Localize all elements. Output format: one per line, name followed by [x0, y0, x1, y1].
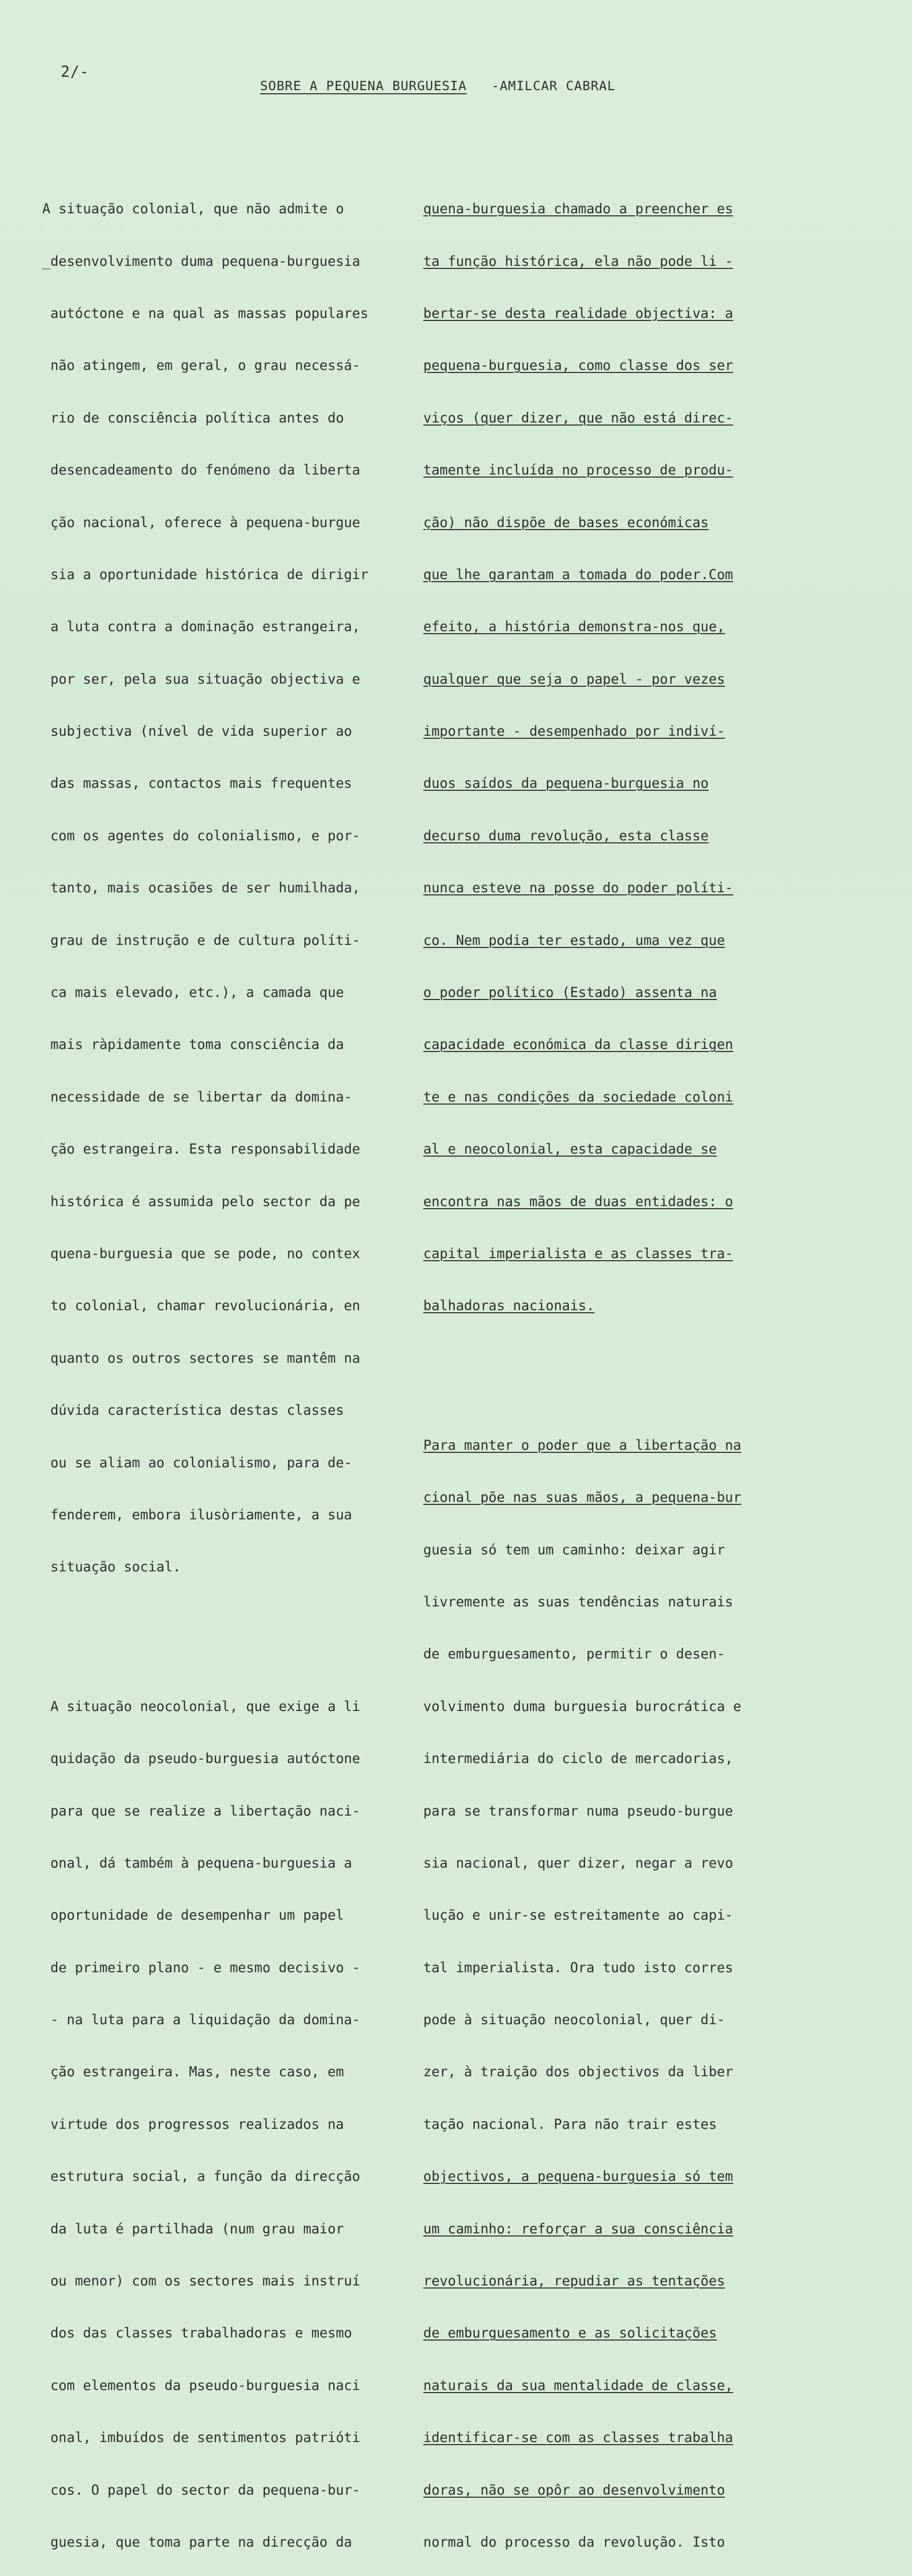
- text-line: onal, dá também à pequena-burguesia a: [42, 1855, 352, 1871]
- text-line: dúvida característica destas classes: [42, 1403, 344, 1419]
- text-line: qualquer que seja o papel - por vezes: [423, 671, 725, 687]
- text-line: grau de instrução e de cultura políti-: [42, 933, 360, 948]
- text-line: das massas, contactos mais frequentes: [42, 776, 352, 792]
- text-line: A situação colonial, que não admite o: [42, 201, 344, 217]
- text-line: ta função histórica, ela não pode li -: [423, 253, 733, 269]
- text-line: ção estrangeira. Esta responsabilidade: [42, 1142, 360, 1158]
- text-line: capital imperialista e as classes tra-: [423, 1246, 733, 1262]
- text-line: capacidade económica da classe dirigen: [423, 1037, 733, 1053]
- text-line: doras, não se opôr ao desenvolvimento: [423, 2482, 725, 2498]
- text-line: necessidade de se libertar da domina-: [42, 1089, 352, 1105]
- text-line: a luta contra a dominação estrangeira,: [42, 619, 360, 635]
- text-line: fenderem, embora ilusòriamente, a sua: [42, 1507, 352, 1523]
- text-line: tação nacional. Para não trair estes: [423, 2116, 717, 2132]
- text-line: al e neocolonial, esta capacidade se: [423, 1142, 717, 1158]
- text-line: objectivos, a pequena-burguesia só tem: [423, 2169, 733, 2185]
- text-line: pode à situação neocolonial, quer di-: [423, 2012, 725, 2028]
- text-line: ção nacional, oferece à pequena-burgue: [42, 515, 360, 531]
- text-line: de emburguesamento, permitir o desen-: [423, 1647, 725, 1663]
- text-line: quena-burguesia que se pode, no contex: [42, 1246, 360, 1262]
- text-line: encontra nas mãos de duas entidades: o: [423, 1194, 733, 1210]
- text-line: desencadeamento do fenómeno da liberta: [42, 463, 360, 479]
- text-line: to colonial, chamar revolucionária, en: [42, 1298, 360, 1314]
- text-line: guesia, que toma parte na direcção da: [42, 2534, 352, 2550]
- text-line: para que se realize a libertação naci-: [42, 1803, 360, 1819]
- text-line: subjectiva (nível de vida superior ao: [42, 724, 352, 740]
- paragraph: [42, 1664, 403, 2576]
- text-line: ção estrangeira. Mas, neste caso, em: [42, 2064, 344, 2080]
- text-line: te e nas condições da sociedade coloni: [423, 1089, 733, 1105]
- text-line: guesia só tem um caminho: deixar agir: [423, 1542, 725, 1558]
- text-line: - na luta para a liquidação da domina-: [42, 2012, 360, 2028]
- text-line: dos das classes trabalhadoras e mesmo: [42, 2326, 352, 2342]
- text-line: que lhe garantam a tomada do poder.Com: [423, 567, 733, 583]
- text-line: cos. O papel do sector da pequena-bur-: [42, 2482, 360, 2498]
- text-line: onal, imbuídos de sentimentos patrióti: [42, 2430, 360, 2446]
- text-line: com os agentes do colonialismo, e por-: [42, 828, 360, 844]
- text-line: da luta é partilhada (num grau maior: [42, 2221, 344, 2237]
- text-line: Para manter o poder que a libertação na: [423, 1437, 742, 1453]
- text-line: sia a oportunidade histórica de dirigir: [42, 567, 369, 583]
- text-line: naturais da sua mentalidade de classe,: [423, 2378, 733, 2394]
- text-line: balhadoras nacionais.: [423, 1298, 595, 1314]
- text-line: virtude dos progressos realizados na: [42, 2116, 344, 2132]
- text-line: tanto, mais ocasiões de ser humilhada,: [42, 880, 360, 896]
- text-line: efeito, a história demonstra-nos que,: [423, 619, 725, 635]
- text-line: decurso duma revolução, esta classe: [423, 828, 709, 844]
- text-line: situação social.: [42, 1560, 181, 1575]
- text-line: A situação neocolonial, que exige a li: [42, 1699, 360, 1715]
- text-line: ção) não dispõe de bases económicas: [423, 515, 709, 531]
- paragraph: [423, 166, 794, 1350]
- text-line: sia nacional, quer dizer, negar a revo: [423, 1855, 733, 1871]
- text-line: ou se aliam ao colonialismo, para de-: [42, 1455, 352, 1471]
- text-line: ou menor) com os sectores mais instruí: [42, 2274, 360, 2290]
- text-line: duos saídos da pequena-burguesia no: [423, 776, 709, 792]
- paragraph: [423, 1402, 794, 2576]
- page-number: 2/-: [61, 63, 90, 80]
- text-line: importante - desempenhado por indiví-: [423, 724, 725, 740]
- text-line: estrutura social, a função da direcção: [42, 2169, 360, 2185]
- text-line: identificar-se com as classes trabalha: [423, 2430, 733, 2446]
- text-line: autóctone e na qual as massas populares: [42, 306, 369, 321]
- text-line: co. Nem podia ter estado, uma vez que: [423, 933, 725, 948]
- text-line: o poder político (Estado) assenta na: [423, 985, 717, 1001]
- text-line: nunca esteve na posse do poder políti-: [423, 880, 733, 896]
- text-line: de primeiro plano - e mesmo decisivo -: [42, 1960, 360, 1976]
- text-line: viços (quer dizer, que não está direc-: [423, 410, 733, 426]
- text-line: um caminho: reforçar a sua consciência: [423, 2221, 733, 2237]
- article-title: SOBRE A PEQUENA BURGUESIA: [260, 78, 467, 93]
- right-column: [423, 131, 794, 2576]
- text-line: quena-burguesia chamado a preencher es: [423, 201, 733, 217]
- text-line: lução e unir-se estreitamente ao capi-: [423, 1908, 733, 1924]
- text-line: normal do processo da revolução. Isto: [423, 2534, 725, 2550]
- article-author: -AMILCAR CABRAL: [491, 78, 616, 93]
- text-line: livremente as suas tendências naturais: [423, 1594, 733, 1610]
- text-line: mais ràpidamente toma consciência da: [42, 1037, 344, 1053]
- text-line: não atingem, em geral, o grau necessá-: [42, 358, 360, 374]
- text-line: pequena-burguesia, como classe dos ser: [423, 358, 733, 374]
- text-line: bertar-se desta realidade objectiva: a: [423, 306, 733, 321]
- text-line: tal imperialista. Ora tudo isto corres: [423, 1960, 733, 1976]
- text-line: tamente incluída no processo de produ-: [423, 463, 733, 479]
- text-line: _desenvolvimento duma pequena-burguesia: [42, 253, 360, 269]
- text-line: de emburguesamento e as solicitações: [423, 2326, 717, 2342]
- text-line: zer, à traição dos objectivos da liber: [423, 2064, 733, 2080]
- text-line: volvimento duma burguesia burocrática e: [423, 1699, 742, 1715]
- text-line: quanto os outros sectores se mantêm na: [42, 1350, 360, 1366]
- text-line: com elementos da pseudo-burguesia naci: [42, 2378, 360, 2394]
- text-line: intermediária do ciclo de mercadorias,: [423, 1751, 733, 1767]
- text-line: rio de consciência política antes do: [42, 410, 344, 426]
- text-line: por ser, pela sua situação objectiva e: [42, 671, 360, 687]
- text-line: oportunidade de desempenhar um papel: [42, 1908, 344, 1924]
- text-line: histórica é assumida pelo sector da pe: [42, 1194, 360, 1210]
- text-line: para se transformar numa pseudo-burgue: [423, 1803, 733, 1819]
- text-line: ca mais elevado, etc.), a camada que: [42, 985, 344, 1001]
- left-column: [42, 131, 403, 2576]
- text-line: quidação da pseudo-burguesia autóctone: [42, 1751, 360, 1767]
- article-header: [260, 78, 615, 93]
- text-line: revolucionária, repudiar as tentações: [423, 2274, 725, 2290]
- paragraph: [42, 166, 403, 1612]
- text-line: cional põe nas suas mãos, a pequena-bur: [423, 1490, 742, 1506]
